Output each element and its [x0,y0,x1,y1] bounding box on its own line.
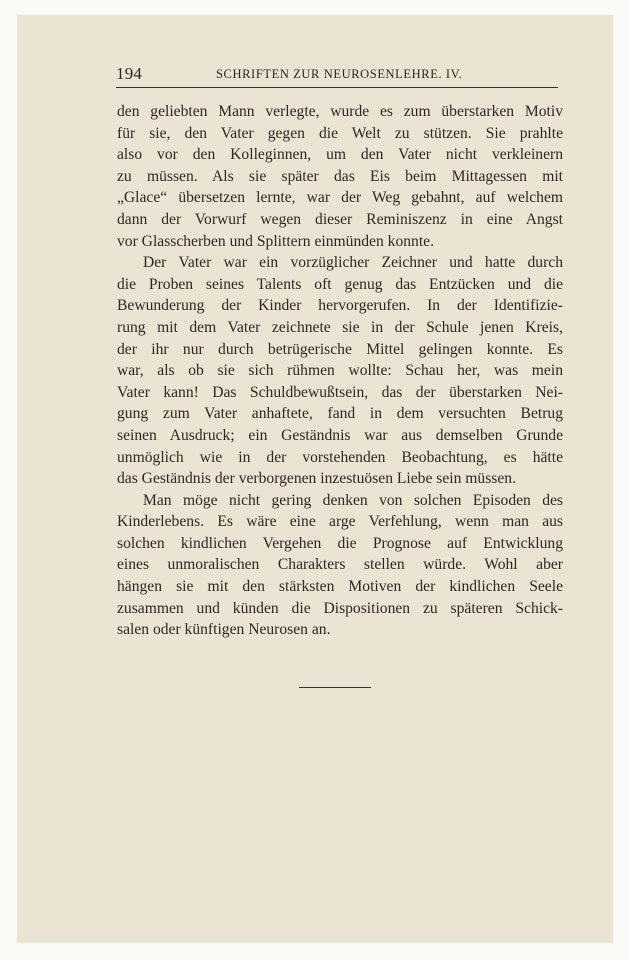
text-line: gung zum Vater anhaftete, fand in dem versuchten Betrug [117,405,563,423]
text-line: also vor den Kolleginnen, um den Vater nicht verkleinern [117,146,563,164]
text-line: hängen sie mit den stärksten Motiven der kindlichen Seele [117,578,563,596]
text-line: zusammen und künden die Dispositionen zu späteren Schick- [117,599,563,617]
paragraph [117,101,563,252]
text-line: Der Vater war ein vorzüglicher Zeichner und hatte durch [143,254,563,272]
header-rule [116,87,558,88]
text-line: Bewunderung der Kinder hervorgerufen. In der Identifizie- [117,297,563,315]
text-line: Vater kann! Das Schuldbewußtsein, das der überstarken Nei- [117,383,563,401]
text-line: seinen Ausdruck; ein Geständnis war aus demselben Grunde [117,426,563,444]
text-line: das Geständnis der verborgenen inzestuösen Liebe sein müssen. [117,470,516,488]
page-number: 194 [116,64,143,83]
text-line: für sie, den Vater gegen die Welt zu stützen. Sie prahlte [117,124,563,142]
text-line: dann der Vorwurf wegen dieser Reminiszenz in eine Angst [117,210,563,228]
running-title: SCHRIFTEN ZUR NEUROSENLEHRE. IV. [216,67,463,81]
paragraph [117,252,563,490]
body-text [117,101,563,641]
text-line: der ihr nur durch betrügerische Mittel gelingen konnte. Es [117,340,563,358]
text-line: „Glace“ übersetzen lernte, war der Weg gebahnt, auf welchem [117,189,563,207]
text-line: eines unmoralischen Charakters stellen würde. Wohl aber [117,556,563,574]
text-line: vor Glasscherben und Splittern einmünden konnte. [117,232,435,250]
text-line: war, als ob sie sich rühmen wollte: Schau her, was mein [117,362,563,380]
text-line: Man möge nicht gering denken von solchen Episoden des [143,491,563,509]
text-line: die Proben seines Talents oft genug das Entzücken und die [117,275,563,293]
section-end-rule [299,687,371,688]
text-line: zu müssen. Als sie später das Eis beim Mittagessen mit [117,167,563,185]
text-line: Kinderlebens. Es wäre eine arge Verfehlung, wenn man aus [117,513,563,531]
paragraph [117,490,563,641]
text-line: unmöglich wie in der vorstehenden Beobachtung, es hätte [117,448,563,466]
text-line: salen oder künftigen Neurosen an. [117,621,331,639]
text-line: solchen kindlichen Vergehen die Prognose auf Entwicklung [117,534,563,552]
page-header [116,64,556,86]
text-line: den geliebten Mann verlegte, wurde es zum überstarken Motiv [117,103,563,120]
text-line: rung mit dem Vater zeichnete sie in der Schule jenen Kreis, [117,318,563,336]
